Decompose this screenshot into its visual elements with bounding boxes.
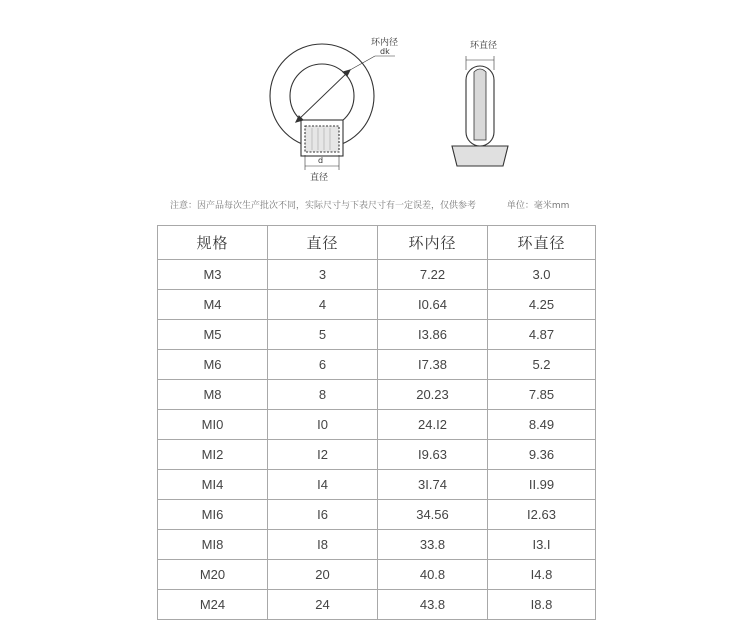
label-diameter: 直径 [310, 173, 329, 183]
table-cell: M3 [158, 260, 268, 290]
table-row [158, 260, 596, 290]
table-cell: I3.I [488, 530, 596, 560]
table-cell: I3.86 [378, 320, 488, 350]
table-cell: M24 [158, 590, 268, 620]
note-text: 注意：因产品每次生产批次不同，实际尺寸与下表尺寸有一定误差，仅供参考 [170, 201, 477, 211]
table-cell: I2.63 [488, 500, 596, 530]
table-cell: 3 [268, 260, 378, 290]
table-cell: 43.8 [378, 590, 488, 620]
table-cell: MI2 [158, 440, 268, 470]
table-cell: I0 [268, 410, 378, 440]
table-cell: M6 [158, 350, 268, 380]
header-inner-diameter: 环内径 [378, 226, 488, 260]
table-cell: I0.64 [378, 290, 488, 320]
table-cell: 8 [268, 380, 378, 410]
table-cell: 8.49 [488, 410, 596, 440]
table-cell: 24.I2 [378, 410, 488, 440]
table-cell: M20 [158, 560, 268, 590]
table-cell: 20 [268, 560, 378, 590]
table-row [158, 410, 596, 440]
header-ring-diameter: 环直径 [488, 226, 596, 260]
table-cell: MI0 [158, 410, 268, 440]
table-row [158, 440, 596, 470]
table-row [158, 320, 596, 350]
side-view [452, 56, 508, 166]
table-row [158, 470, 596, 500]
table-body [158, 260, 596, 620]
table-cell: 3I.74 [378, 470, 488, 500]
table-cell: M4 [158, 290, 268, 320]
table-cell: I9.63 [378, 440, 488, 470]
table-cell: 4.25 [488, 290, 596, 320]
label-ring-diameter: 环直径 [470, 41, 498, 51]
table-cell: M5 [158, 320, 268, 350]
table-cell: 7.85 [488, 380, 596, 410]
table-cell: I4 [268, 470, 378, 500]
front-view [270, 44, 395, 170]
table-row [158, 590, 596, 620]
table-cell: I2 [268, 440, 378, 470]
table-row [158, 290, 596, 320]
table-cell: MI8 [158, 530, 268, 560]
table-cell: I6 [268, 500, 378, 530]
unit-label: 单位：毫米mm [506, 201, 570, 211]
spec-table [157, 225, 596, 620]
table-cell: 33.8 [378, 530, 488, 560]
table-cell: 3.0 [488, 260, 596, 290]
table-cell: 34.56 [378, 500, 488, 530]
label-inner-diameter: 环内径 [371, 38, 399, 48]
table-cell: 7.22 [378, 260, 488, 290]
table-cell: 40.8 [378, 560, 488, 590]
disclaimer-note [170, 198, 610, 211]
label-d: d [318, 156, 324, 165]
table-cell: 5 [268, 320, 378, 350]
table-cell: MI4 [158, 470, 268, 500]
table-cell: 9.36 [488, 440, 596, 470]
table-cell: MI6 [158, 500, 268, 530]
table-cell: I7.38 [378, 350, 488, 380]
table-cell: 5.2 [488, 350, 596, 380]
header-spec: 规格 [158, 226, 268, 260]
table-cell: II.99 [488, 470, 596, 500]
table-cell: I8.8 [488, 590, 596, 620]
table-cell: 4.87 [488, 320, 596, 350]
table-row [158, 530, 596, 560]
table-row [158, 500, 596, 530]
table-row [158, 380, 596, 410]
table-cell: 24 [268, 590, 378, 620]
table-header-row [158, 226, 596, 260]
header-diameter: 直径 [268, 226, 378, 260]
table-cell: 4 [268, 290, 378, 320]
table-cell: 20.23 [378, 380, 488, 410]
table-cell: I8 [268, 530, 378, 560]
eye-bolt-diagram [0, 0, 750, 190]
table-row [158, 560, 596, 590]
table-row [158, 350, 596, 380]
table-cell: 6 [268, 350, 378, 380]
table-cell: I4.8 [488, 560, 596, 590]
label-dk: dk [380, 47, 390, 56]
table-cell: M8 [158, 380, 268, 410]
